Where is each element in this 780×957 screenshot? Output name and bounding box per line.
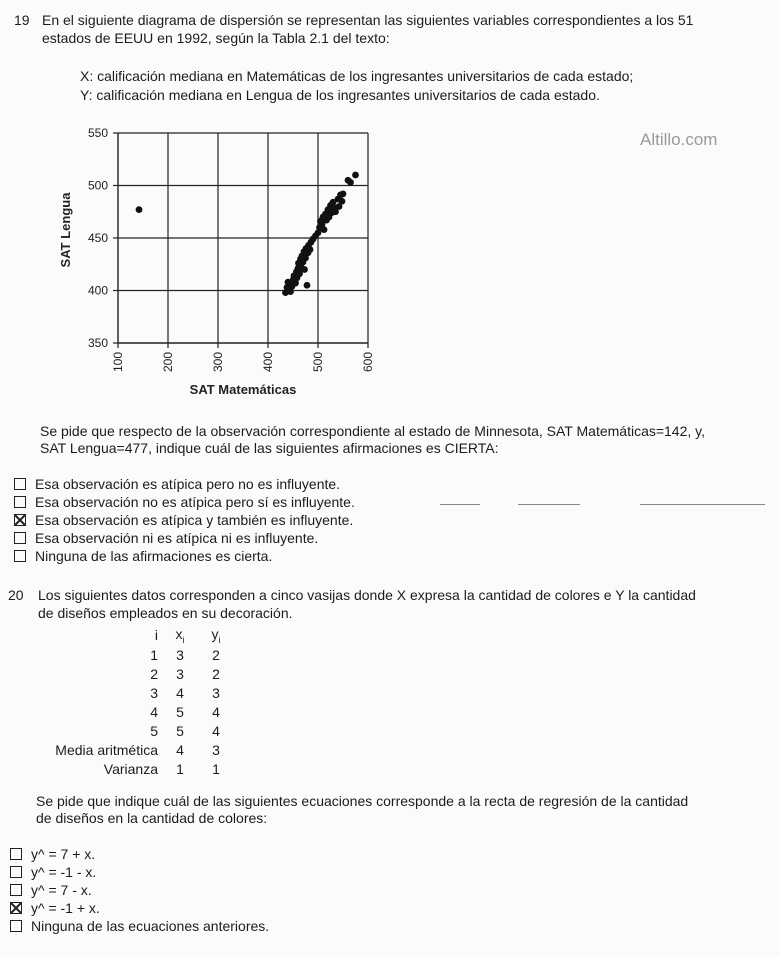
x-tick-label: 300: [211, 352, 225, 373]
data-points: [136, 172, 359, 296]
data-point: [352, 172, 359, 179]
table-summary-row: [30, 741, 234, 760]
table-cell: 2: [150, 665, 158, 682]
y-tick-label: 400: [87, 283, 108, 298]
y-tick-label: 550: [87, 126, 108, 140]
option-label: Esa observación ni es atípica ni es influyente.: [35, 530, 319, 546]
table-cell: 2: [212, 665, 220, 682]
q20-option-5[interactable]: [10, 917, 269, 935]
x-tick-label: 600: [361, 352, 375, 373]
table-cell: 1: [212, 760, 220, 777]
q20-option-4[interactable]: [10, 899, 269, 917]
table-cell: 2: [212, 646, 220, 663]
x-tick-label: 100: [111, 352, 125, 373]
q20-option-1[interactable]: [10, 845, 269, 863]
y-tick-label: 450: [87, 231, 108, 245]
q19-option-1[interactable]: [14, 475, 355, 493]
table-cell: $x_i$: [175, 626, 185, 645]
question-19-intro-line-2: estados de EEUU en 1992, según la Tabla 2.1 del texto:: [42, 30, 390, 46]
checkbox-checked[interactable]: [10, 902, 22, 914]
question-19-options: [14, 475, 355, 565]
checkbox[interactable]: [10, 884, 22, 896]
y-tick-label: 350: [87, 336, 108, 350]
table-row: [30, 722, 234, 741]
table-header-row: [30, 626, 234, 646]
checkbox-checked[interactable]: [14, 514, 26, 526]
table-cell: 4: [212, 703, 220, 720]
table-row: [30, 646, 234, 665]
checkbox[interactable]: [14, 478, 26, 490]
x-tick-labels: [111, 343, 375, 372]
variable-x-description: X: calificación mediana en Matemáticas de los ingresantes universitarios de cada estado;: [80, 68, 634, 84]
table-cell: 3: [212, 684, 220, 701]
option-label: y^ = 7 - x.: [31, 882, 92, 898]
q19-option-4[interactable]: [14, 529, 355, 547]
y-axis-label: SAT Lengua: [58, 192, 73, 268]
question-19-prompt-line-1: Se pide que respecto de la observación correspondiente al estado de Minnesota, SAT Matemáticas=142, y,: [40, 423, 706, 439]
question-20-prompt-line-2: de diseños en la cantidad de colores:: [36, 810, 268, 826]
table-cell: 3: [176, 665, 184, 682]
option-label: y^ = -1 - x.: [31, 864, 97, 880]
checkbox[interactable]: [10, 848, 22, 860]
table-cell: 4: [150, 703, 158, 720]
checkbox[interactable]: [10, 920, 22, 932]
checkbox[interactable]: [14, 532, 26, 544]
option-label: y^ = 7 + x.: [31, 846, 96, 862]
table-row: [30, 684, 234, 703]
y-tick-labels: [88, 126, 118, 350]
question-19-prompt-line-2: SAT Lengua=477, indique cuál de las siguientes afirmaciones es CIERTA:: [40, 440, 499, 456]
y-tick-label: 500: [87, 178, 108, 193]
q19-option-3[interactable]: [14, 511, 355, 529]
question-19-intro-line-1: En el siguiente diagrama de dispersión se representan las siguientes variables correspondientes a los 51: [42, 12, 694, 28]
x-tick-label: 200: [161, 352, 175, 373]
checkbox[interactable]: [14, 496, 26, 508]
option-label: y^ = -1 + x.: [31, 900, 100, 916]
q19-option-5[interactable]: [14, 547, 355, 565]
table-cell: 1: [176, 760, 184, 777]
data-point: [307, 246, 314, 253]
table-cell: 5: [176, 703, 184, 720]
table-row: [30, 665, 234, 684]
watermark: Altillo.com: [640, 130, 718, 149]
table-row: [30, 703, 234, 722]
table-cell: 4: [176, 741, 184, 758]
data-point: [304, 282, 311, 289]
x-axis-label: SAT Matemáticas: [189, 382, 297, 397]
question-20-intro-line-1: Los siguientes datos corresponden a cinco vasijas donde X expresa la cantidad de colores e Y la cantidad: [38, 587, 696, 603]
checkbox[interactable]: [10, 866, 22, 878]
table-cell: 1: [150, 646, 158, 663]
table-cell: 3: [176, 646, 184, 663]
table-cell: 4: [212, 722, 220, 739]
data-point: [347, 179, 354, 186]
option-label: Esa observación es atípica pero no es influyente.: [35, 476, 341, 492]
data-point: [340, 191, 347, 198]
question-20-intro-line-2: de diseños empleados en su decoración.: [38, 605, 293, 621]
checkbox[interactable]: [14, 550, 26, 562]
option-label: Ninguna de las afirmaciones es cierta.: [35, 548, 273, 564]
table-cell: i: [154, 627, 158, 644]
table-cell: 3: [212, 741, 220, 758]
question-20-prompt-line-1: Se pide que indique cuál de las siguientes ecuaciones corresponde a la recta de regresión de la cantidad: [36, 793, 689, 809]
table-cell: 3: [150, 684, 158, 701]
variable-y-description: Y: calificación mediana en Lengua de los ingresantes universitarios de cada estado.: [80, 87, 600, 103]
option-label: Esa observación no es atípica pero sí es influyente.: [35, 494, 355, 510]
chart-grid: [118, 133, 368, 343]
data-point: [321, 226, 328, 233]
option-label: Ninguna de las ecuaciones anteriores.: [31, 918, 270, 934]
data-point: [301, 266, 308, 273]
table-cell: Varianza: [103, 760, 158, 777]
table-cell: $y_i$: [211, 626, 221, 645]
q20-option-3[interactable]: [10, 881, 269, 899]
table-cell: 4: [176, 684, 184, 701]
x-tick-label: 400: [261, 352, 275, 373]
question-19-number: 19: [14, 12, 30, 28]
x-tick-label: 500: [311, 352, 325, 373]
data-point: [136, 206, 143, 213]
scatter-chart: [50, 115, 390, 405]
data-point: [339, 198, 346, 205]
q19-option-2[interactable]: [14, 493, 355, 511]
q20-option-2[interactable]: [10, 863, 269, 881]
data-table: [30, 626, 234, 779]
option-label: Esa observación es atípica y también es influyente.: [35, 512, 354, 528]
table-cell: 5: [150, 722, 158, 739]
table-summary-row: [30, 760, 234, 779]
question-20-options: [10, 845, 269, 935]
question-20-number: 20: [8, 587, 24, 603]
table-cell: Media aritmética: [55, 741, 158, 758]
table-cell: 5: [176, 722, 184, 739]
